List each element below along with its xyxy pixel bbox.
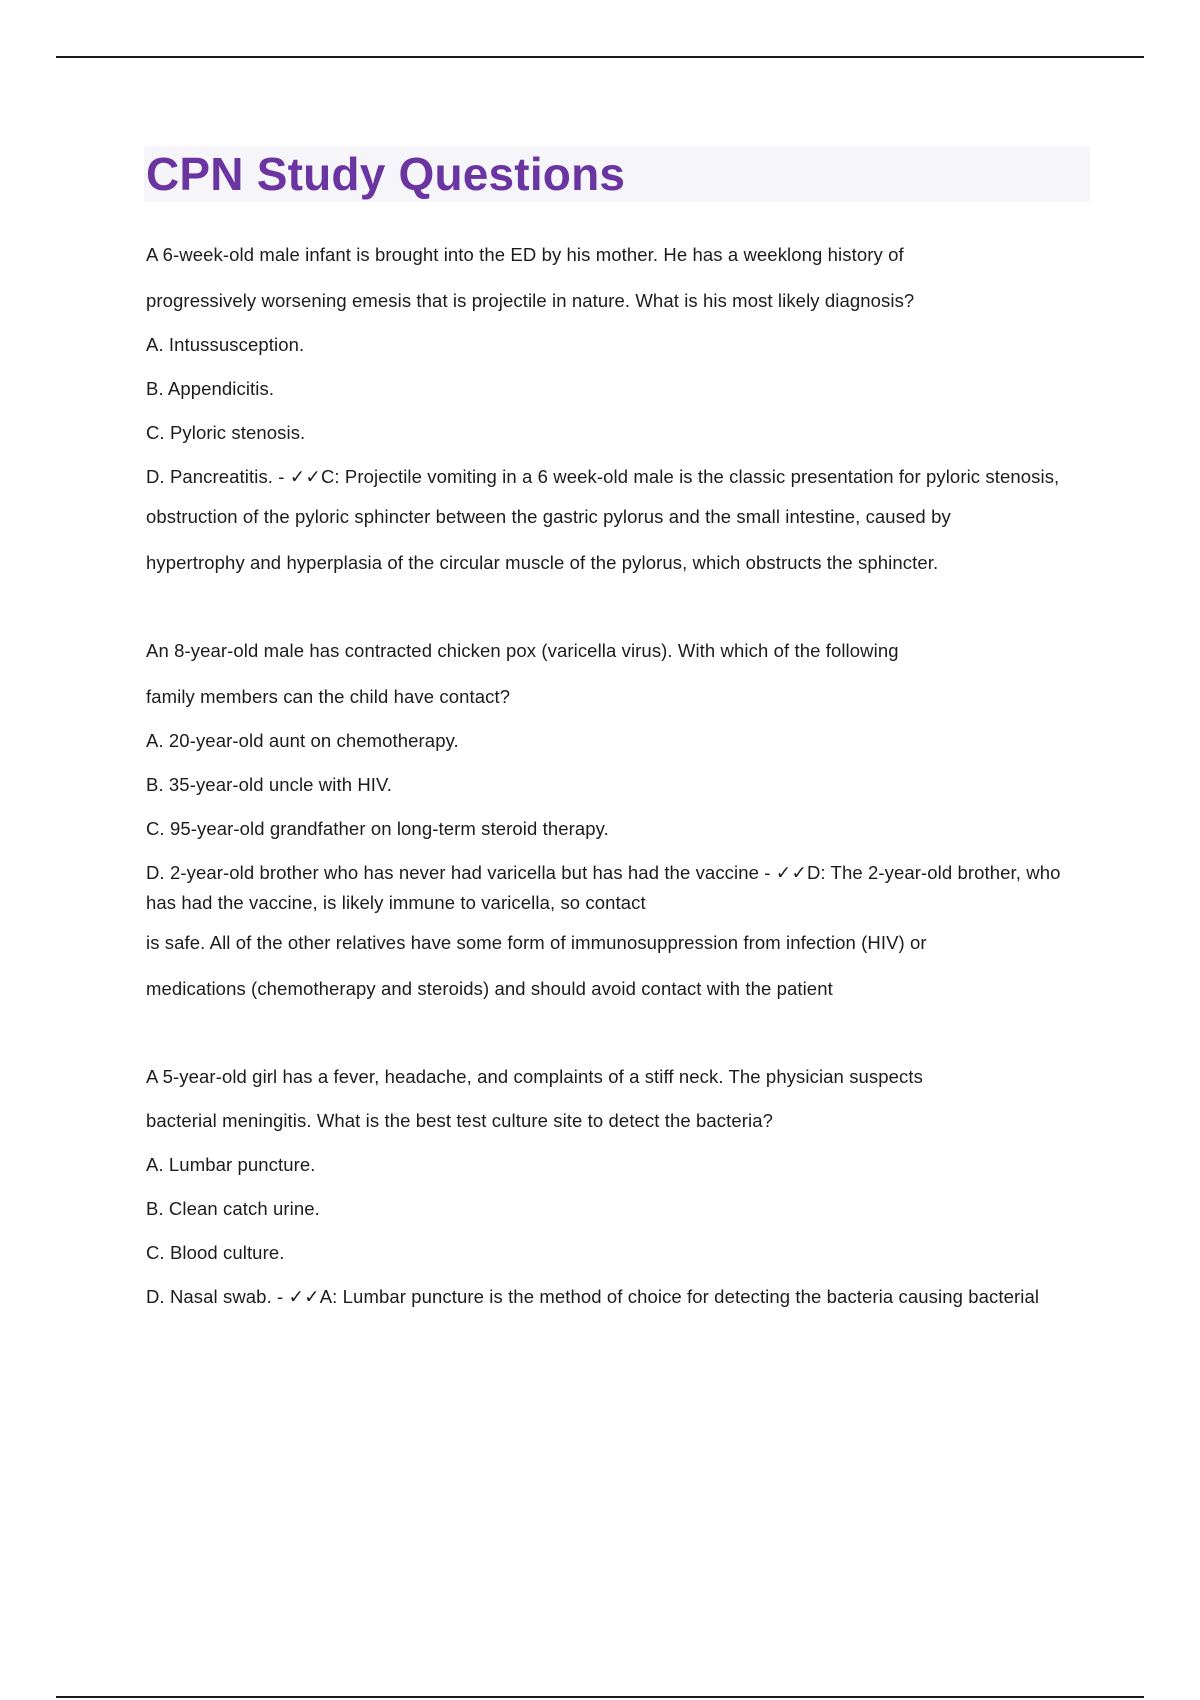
answer-option: B. Clean catch urine. <box>146 1198 320 1219</box>
question-stem-line: family members can the child have contact? <box>146 686 511 707</box>
question-spacer <box>146 594 1066 636</box>
answer-option: C. Blood culture. <box>146 1242 285 1263</box>
footer-rule <box>56 1696 1144 1698</box>
title-band <box>144 146 1090 202</box>
header-rule <box>56 56 1144 58</box>
question-block <box>146 240 1066 594</box>
question-spacer <box>146 1020 1066 1062</box>
answer-option: C. 95-year-old grandfather on long-term steroid therapy. <box>146 818 609 839</box>
question-stem-line: progressively worsening emesis that is projectile in nature. What is his most likely diagnosis? <box>146 290 915 311</box>
question-stem-line: A 6-week-old male infant is brought into the ED by his mother. He has a weeklong history of <box>146 244 904 265</box>
answer-option: B. 35-year-old uncle with HIV. <box>146 774 393 795</box>
page-title: CPN Study Questions <box>146 148 626 200</box>
explanation-line: obstruction of the pyloric sphincter between the gastric pylorus and the small intestine, caused by <box>146 506 951 527</box>
question-stem-line: An 8-year-old male has contracted chicken pox (varicella virus). With which of the following <box>146 640 899 661</box>
answer-rationale: D. 2-year-old brother who has never had varicella but has had the vaccine - ✓✓D: The 2-year-old brother, who has had the vaccine, is likely immune to varicella, so contact <box>146 862 1061 913</box>
question-stem-line: bacterial meningitis. What is the best test culture site to detect the bacteria? <box>146 1110 774 1131</box>
answer-option: B. Appendicitis. <box>146 378 275 399</box>
answer-option: A. Lumbar puncture. <box>146 1154 316 1175</box>
answer-rationale: D. Pancreatitis. - ✓✓C: Projectile vomiting in a 6 week-old male is the classic presentation for pyloric stenosis, <box>146 466 1060 487</box>
document-body <box>146 240 1066 1322</box>
answer-option: A. 20-year-old aunt on chemotherapy. <box>146 730 459 751</box>
answer-option: A. Intussusception. <box>146 334 305 355</box>
question-stem-line: A 5-year-old girl has a fever, headache, and complaints of a stiff neck. The physician suspects <box>146 1066 923 1087</box>
explanation-line: medications (chemotherapy and steroids) and should avoid contact with the patient <box>146 978 833 999</box>
explanation-line: hypertrophy and hyperplasia of the circular muscle of the pylorus, which obstructs the sphincter. <box>146 552 939 573</box>
explanation-line: is safe. All of the other relatives have some form of immunosuppression from infection (HIV) or <box>146 932 927 953</box>
answer-rationale: D. Nasal swab. - ✓✓A: Lumbar puncture is the method of choice for detecting the bacteria causing bacterial <box>146 1286 1040 1307</box>
question-block <box>146 1062 1066 1312</box>
answer-option: C. Pyloric stenosis. <box>146 422 306 443</box>
question-block <box>146 636 1066 1020</box>
